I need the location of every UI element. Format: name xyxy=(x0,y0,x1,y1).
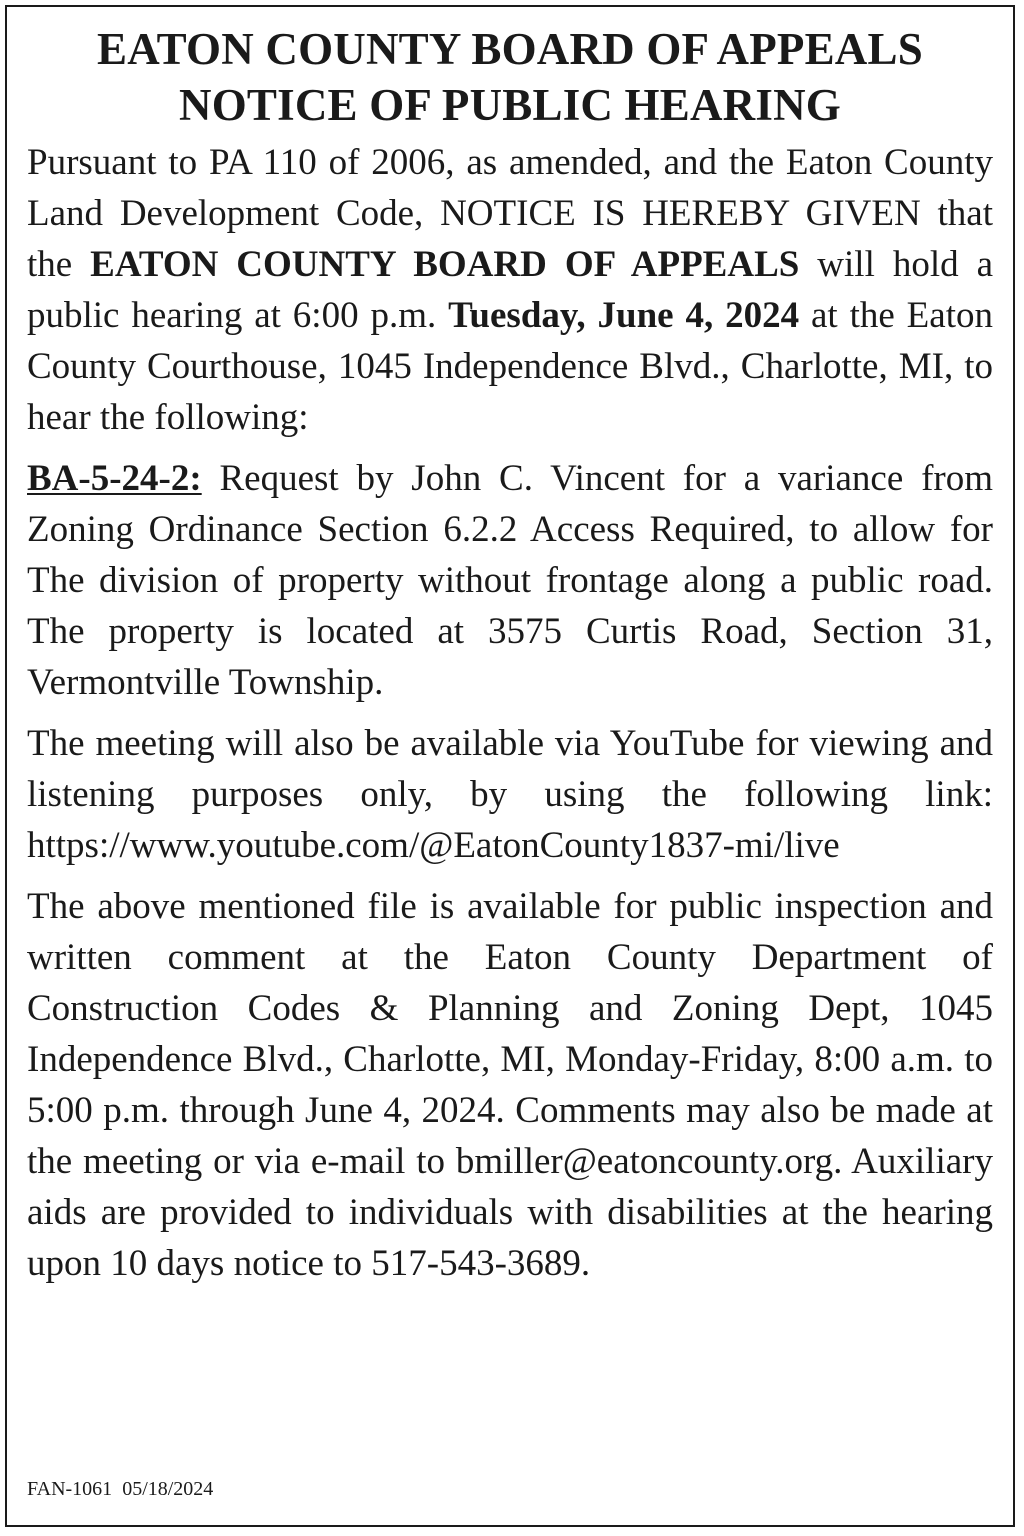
title-line-board: EATON COUNTY BOARD OF APPEALS xyxy=(97,24,923,74)
intro-paragraph xyxy=(7,137,1013,443)
youtube-text: The meeting will also be available via YouTube for viewing and listening purposes only, by using the following link: xyxy=(27,723,993,815)
case-number: BA-5-24-2: xyxy=(27,458,202,499)
legal-notice xyxy=(5,5,1015,1527)
notice-title xyxy=(7,21,1013,133)
title-line-hearing: NOTICE OF PUBLIC HEARING xyxy=(179,80,841,130)
hearing-date: Tuesday, June 4, 2024 xyxy=(448,295,800,336)
case-paragraph xyxy=(7,453,1013,708)
intro-text-1: Pursuant to PA 110 of 2006, as amended, and the Eaton County Land Development Code, NOTICE IS HEREBY GIVEN that the xyxy=(27,142,993,285)
intro-text-2: will hold a public hearing at 6:00 p.m. xyxy=(27,244,994,336)
youtube-paragraph xyxy=(7,718,1013,871)
notice-footer xyxy=(27,1477,213,1501)
youtube-link: https://www.youtube.com/@EatonCounty1837-mi/​live xyxy=(27,825,840,866)
board-name: EATON COUNTY BOARD OF APPEALS xyxy=(90,244,800,285)
footer-date: 05/18/2024 xyxy=(122,1478,214,1500)
intro-text-3: at the Eaton County Courthouse, 1045 Independence Blvd., Charlotte, MI, to hear the following: xyxy=(27,295,993,438)
footer-code: FAN-1061 xyxy=(27,1478,113,1500)
case-description: Request by John C. Vincent for a variance from Zoning Ordinance Section 6.2.2 Access Required, to allow for The division of property without frontage along a public road. The property is located at 3575 Curtis Road, Section 31, Vermontville Township. xyxy=(27,458,993,703)
inspection-paragraph: The above mentioned file is available for public inspection and written comment at the Eaton County Department of Construction Codes & Planning and Zoning Dept, 1045 Independence Blvd., Charlotte, MI, Monday-Friday, 8:00 a.m. to 5:00 p.m. through June 4, 2024. Comments may also be made at the meeting or via e-mail to bmiller@​eatoncounty.org. Auxiliary aids are provided to individuals with disabilities at the hearing upon 10 days notice to 517-543-3689. xyxy=(27,886,993,1284)
